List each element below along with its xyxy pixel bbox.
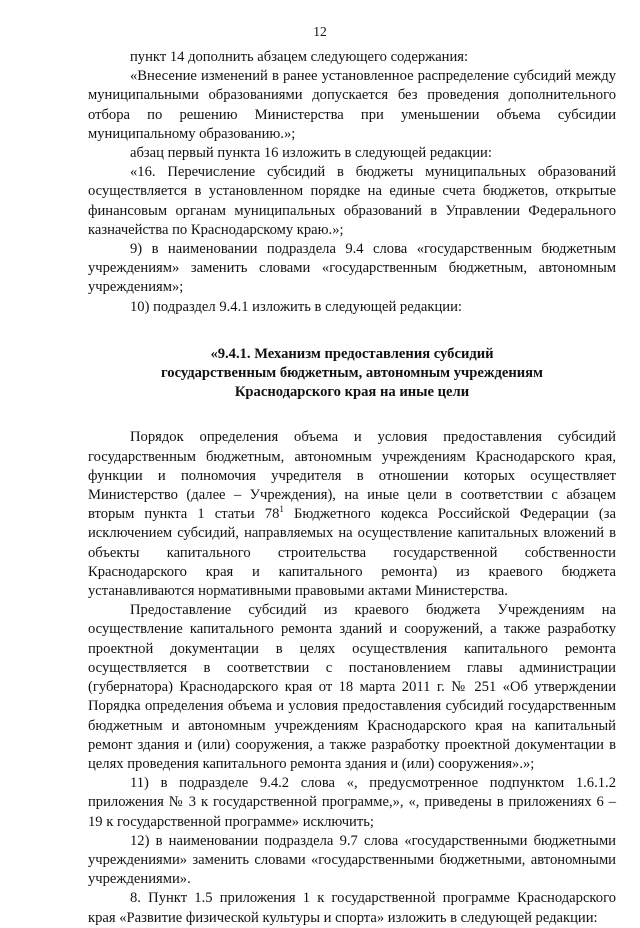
document-body xyxy=(88,48,616,928)
section-heading-line-2: государственным бюджетным, автономным учреждениям xyxy=(161,365,543,382)
paragraph-order-part-2: Бюджетного кодекса Российской Федерации (за исключением субсидий, направляемых на осуществление капитальных вложений в объекты капитального строительства государственной собственности Краснодарского края и капитального ремонта) из краевого бюджета устанавливаются нормативными правовыми актами Министерства. xyxy=(88,506,616,600)
paragraph-item-8: 8. Пункт 1.5 приложения 1 к государственной программе Краснодарского края «Развитие физической культуры и спорта» изложить в следующей редакции: xyxy=(88,890,616,926)
paragraph-item-9: 9) в наименовании подраздела 9.4 слова «государственным бюджетным учреждениям» заменить словами «государственным бюджетным, автономным учреждениям»; xyxy=(88,241,616,296)
paragraph-order-part-1: Порядок определения объема и условия предоставления субсидий государственным бюджетным, автономным учреждениям Краснодарского края, функции и полномочия учредителя в отношении которых осуществляет Министерство (далее – Учреждения), на иные цели в соответствии с абзацем вторым пункта 1 статьи 78 xyxy=(88,429,616,523)
paragraph-item-11: 11) в подразделе 9.4.2 слова «, предусмотренное подпунктом 1.6.1.2 приложения № 3 к государственной программе,», «, приведены в приложениях 6 – 19 к государственной программе» исключить; xyxy=(88,775,616,830)
section-heading-line-3: Краснодарского края на иные цели xyxy=(234,384,470,401)
section-heading xyxy=(88,345,616,403)
paragraph-clause-14: пункт 14 дополнить абзацем следующего содержания: xyxy=(130,49,469,65)
page-number: 12 xyxy=(313,24,327,39)
section-heading-line-1: «9.4.1. Механизм предоставления субсидий xyxy=(210,345,494,362)
paragraph-item-10: 10) подраздел 9.4.1 изложить в следующей редакции: xyxy=(130,298,462,315)
paragraph-item-12: 12) в наименовании подраздела 9.7 слова «государственными бюджетными учреждениями» заменить словами «государственными бюджетными, автономными учреждениями». xyxy=(88,832,616,888)
paragraph-capital-repair: Предоставление субсидий из краевого бюджета Учреждениям на осуществление капитального ремонта зданий и сооружений, а также разработку проектной документации в целях осуществления капитального ремонта осуществляется в соответствии с постановлением главы администрации (губернатора) Краснодарского края от 18 марта 2011 г. № 251 «Об утверждении Порядка определения объема и условия предоставления субсидий государственным бюджетным и автономным учреждениям Краснодарского края на капитальный ремонт здания и (или) сооружения, а также разработку проектной документации в целях проведения капитального ремонта здания и (или) сооружения».»; xyxy=(88,602,616,772)
article-superscript: 1 xyxy=(279,504,284,515)
paragraph-quote-changes: «Внесение изменений в ранее установленное распределение субсидий между муниципальными образованиями допускается без проведения дополнительного отбора по решению Министерства при уменьшении объема субсидии муниципальному образованию.»; xyxy=(88,68,616,142)
paragraph-order xyxy=(88,428,616,601)
paragraph-quote-16: «16. Перечисление субсидий в бюджеты муниципальных образований осуществляется в установленном порядке на единые счета бюджетов, открытые финансовым органам муниципальных образований в Управлении Федерального казначейства по Краснодарскому краю.»; xyxy=(88,164,616,238)
paragraph-clause-16: абзац первый пункта 16 изложить в следующей редакции: xyxy=(130,145,492,162)
